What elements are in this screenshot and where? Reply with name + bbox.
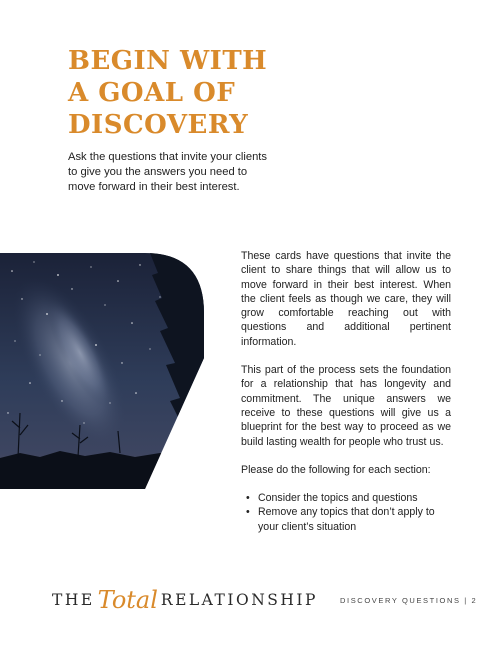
logo-word-total: Total <box>97 586 158 614</box>
body-text-column <box>241 249 451 534</box>
list-item <box>241 491 451 505</box>
logo-word-relationship: RELATIONSHIP <box>160 591 318 609</box>
intro-text: Ask the questions that invite your clients to give you the answers you need to move forward in their best interest. <box>68 151 267 193</box>
night-sky-photo <box>0 253 204 489</box>
bullet-icon: • <box>246 492 250 505</box>
instruction-list <box>241 491 451 534</box>
list-item-text: Remove any topics that don’t apply to your client’s situation <box>258 506 435 533</box>
title-line-1: BEGIN WITH <box>68 46 268 76</box>
list-item-text: Consider the topics and questions <box>258 492 418 505</box>
section-page-label: DISCOVERY QUESTIONS | 2 <box>340 596 478 605</box>
list-item <box>241 505 451 534</box>
body-paragraph: These cards have questions that invite the client to share things that will allow us to move forward in their best interest. When the client feels as though we care, they will grow comfortable reaching out with questions and additional pertinent information. <box>241 250 451 348</box>
body-paragraph: Please do the following for each section: <box>241 463 431 476</box>
logo-word-the: THE <box>52 591 95 609</box>
brand-logo <box>52 586 318 616</box>
title-line-2: A GOAL OF <box>68 78 236 108</box>
bullet-icon: • <box>246 506 250 519</box>
body-paragraph: This part of the process sets the foundation for a relationship that has longevity and commitment. The unique answers we receive to these questions will give us a blueprint for the best way to proceed as we build lasting wealth for people who trust us. <box>241 364 451 448</box>
page-title <box>68 45 267 141</box>
title-line-3: DISCOVERY <box>68 110 249 140</box>
